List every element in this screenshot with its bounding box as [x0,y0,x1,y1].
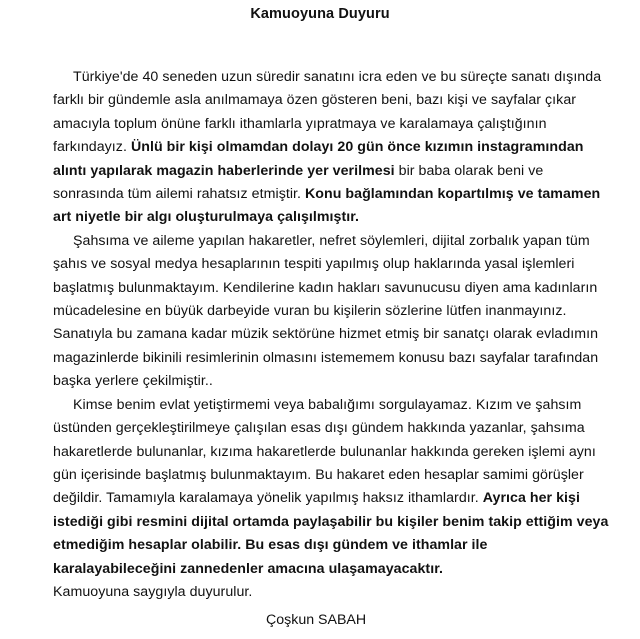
document-title: Kamuoyuna Duyuru [250,6,390,22]
paragraph-3-bold: Ayrıca her kişi istediği gibi resmini dijital ortamda paylaşabilir bu kişiler benim takip ettiğim veya etmediğim hesaplar olabilir. Bu esas dışı gündem ve ithamlar ile karalayabileceğini zannedenler amacına ulaşamayacaktır. [53,490,609,577]
statement-body [53,66,613,604]
paragraph-2-text: Şahsıma ve aileme yapılan hakaretler, nefret söylemleri, dijital zorbalık yapan tüm şahıs ve sosyal medya hesaplarının tespiti yapılmış olup haklarında yasal işlemleri başlatmış bulunmaktayım. Kendilerine kadın hakları savunucusu diyen ama kadınların mücadelesine en büyük darbeyide vuran bu kişilerin sözlerine lütfen inanmayınız. Sanatıyla bu zamana kadar müzik sektörüne hizmet etmiş bir sanatçı olarak evladımın magazinlerde bikinili resimlerinin olmasını istememem konusu bazı sayfalar tarafından başka yerlere çekilmiştir.. [53,232,599,390]
paragraph-1-text-2: bir baba olarak beni ve sonrasında tüm ailemi rahatsız etmiştir. [53,162,544,203]
paragraph-2 [53,230,613,394]
paragraph-1 [53,66,613,230]
paragraph-1-text: Türkiye'de 40 seneden uzun süredir sanatını icra eden ve bu süreçte sanatı dışında farklı bir gündemle asla anılmamaya özen gösteren beni, bazı kişi ve sayfalar çıkar amacıyla toplum önüne farklı ithamlarla yıpratmaya ve karalamaya çalıştığının farkındayız. [53,69,602,156]
closing-line: Kamuoyuna saygıyla duyurulur. [53,583,253,600]
signature-name: Çoşkun SABAH [266,612,367,628]
paragraph-1-bold-2: Konu bağlamından kopartılmış ve tamamen art niyetle bir algı oluşturulmaya çalışılmıştır. [53,186,601,226]
paragraph-1-bold-1: Ünlü bir kişi olmamdan dolayı 20 gün önce kızımın instagramından alıntı yapılarak magazin haberlerinde yer verilmesi [53,139,584,179]
paragraph-3-text: Kimse benim evlat yetiştirmemi veya babalığımı sorgulayamaz. Kızım ve şahsım üstünden gerçekleştirilmeye çalışılan esas dışı gündem hakkında yazanlar, şahsıma hakaretlerde bulunanlar, kızıma hakaretlerde bulunanlar hakkında gereken işlemi aynı gün içerisinde başlatmış bulunmaktayım. Bu hakaret eden hesaplar samimi görüşler değildir. Tamamıyla karalamaya yönelik yapılmış haksız ithamlardır. [53,396,596,507]
paragraph-3 [53,394,613,581]
